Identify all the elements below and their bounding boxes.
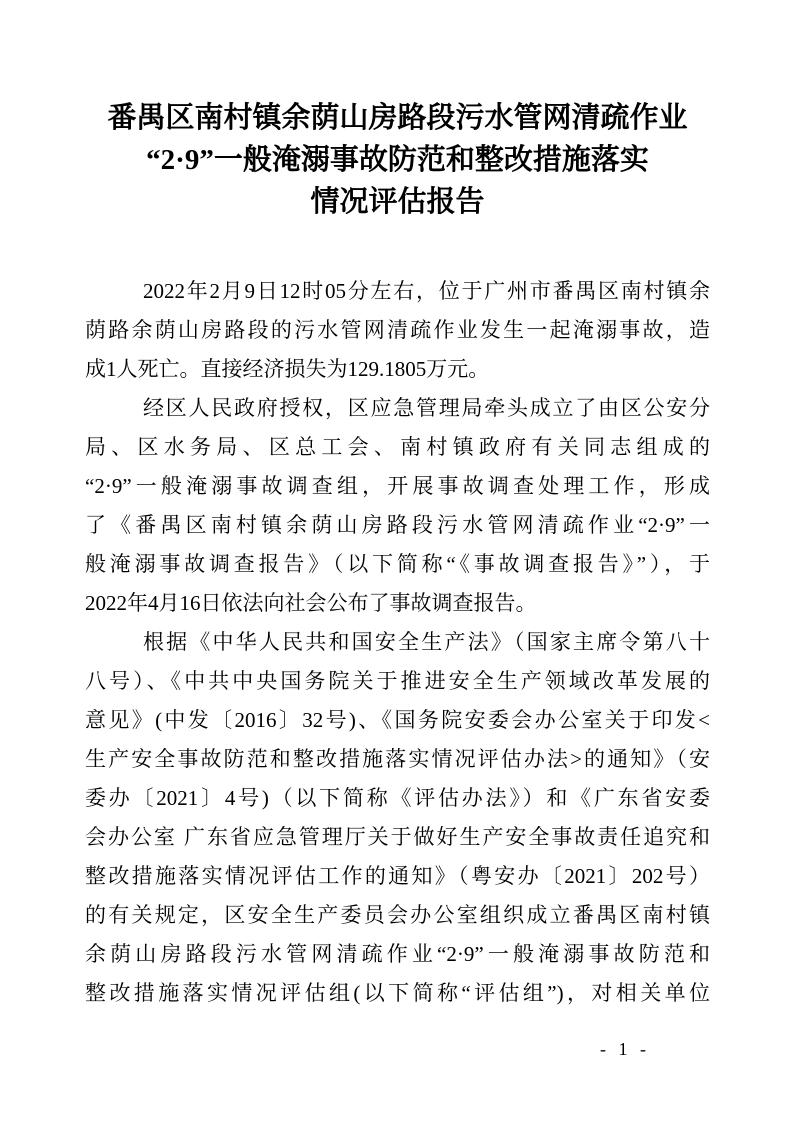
report-title (85, 0, 710, 223)
text-line: 2022年4月16日依法向社会公布了事故调查报告。 (85, 591, 537, 615)
text-line: 生产安全事故防范和整改措施落实情况评估办法>的通知》（安 (85, 747, 710, 771)
text-line: 整改措施落实情况评估工作的通知》（粤安办〔2021〕202号） (85, 864, 710, 888)
text-line: 余荫山房路段污水管网清疏作业“2·9”一般淹溺事故防范和 (85, 942, 710, 966)
report-title-line-1: 番禺区南村镇余荫山房路段污水管网清疏作业 (107, 102, 688, 134)
text-line: 2022年2月9日12时05分左右，位于广州市番禺区南村镇余 (143, 279, 710, 303)
text-line: 了《番禺区南村镇余荫山房路段污水管网清疏作业“2·9”一 (85, 513, 710, 537)
text-line: 局、区水务局、区总工会、南村镇政府有关同志组成的 (85, 435, 710, 459)
report-title-line-2: “2·9”一般淹溺事故防范和整改措施落实 (146, 144, 649, 176)
text-line: 成1人死亡。直接经济损失为129.1805万元。 (85, 357, 490, 381)
report-title-line-3: 情况评估报告 (310, 186, 485, 218)
text-line: 的有关规定，区安全生产委员会办公室组织成立番禺区南村镇 (85, 903, 710, 927)
page-number: - 1 - (600, 1039, 650, 1059)
text-line: 般淹溺事故调查报告》（以下简称“《事故调查报告》”），于 (85, 552, 710, 576)
text-line: 荫路余荫山房路段的污水管网清疏作业发生一起淹溺事故，造 (85, 318, 710, 342)
text-line: 根据《中华人民共和国安全生产法》（国家主席令第八十 (143, 630, 710, 654)
text-line: “2·9”一般淹溺事故调查组，开展事故调查处理工作，形成 (85, 474, 710, 498)
text-line: 经区人民政府授权，区应急管理局牵头成立了由区公安分 (143, 396, 710, 420)
text-line: 会办公室 广东省应急管理厅关于做好生产安全事故责任追究和 (85, 825, 710, 849)
text-line: 整改措施落实情况评估组(以下简称“评估组”)，对相关单位 (85, 981, 710, 1005)
report-body (85, 272, 710, 1013)
text-line: 意见》(中发〔2016〕32号)、《国务院安委会办公室关于印发< (85, 708, 710, 732)
paragraph (85, 623, 710, 1013)
text-line: 八号）、《中共中央国务院关于推进安全生产领域改革发展的 (85, 669, 710, 693)
paragraph (85, 272, 710, 389)
text-line: 委办〔2021〕4号)（以下简称《评估办法》）和《广东省安委 (85, 786, 710, 810)
paragraph (85, 389, 710, 623)
